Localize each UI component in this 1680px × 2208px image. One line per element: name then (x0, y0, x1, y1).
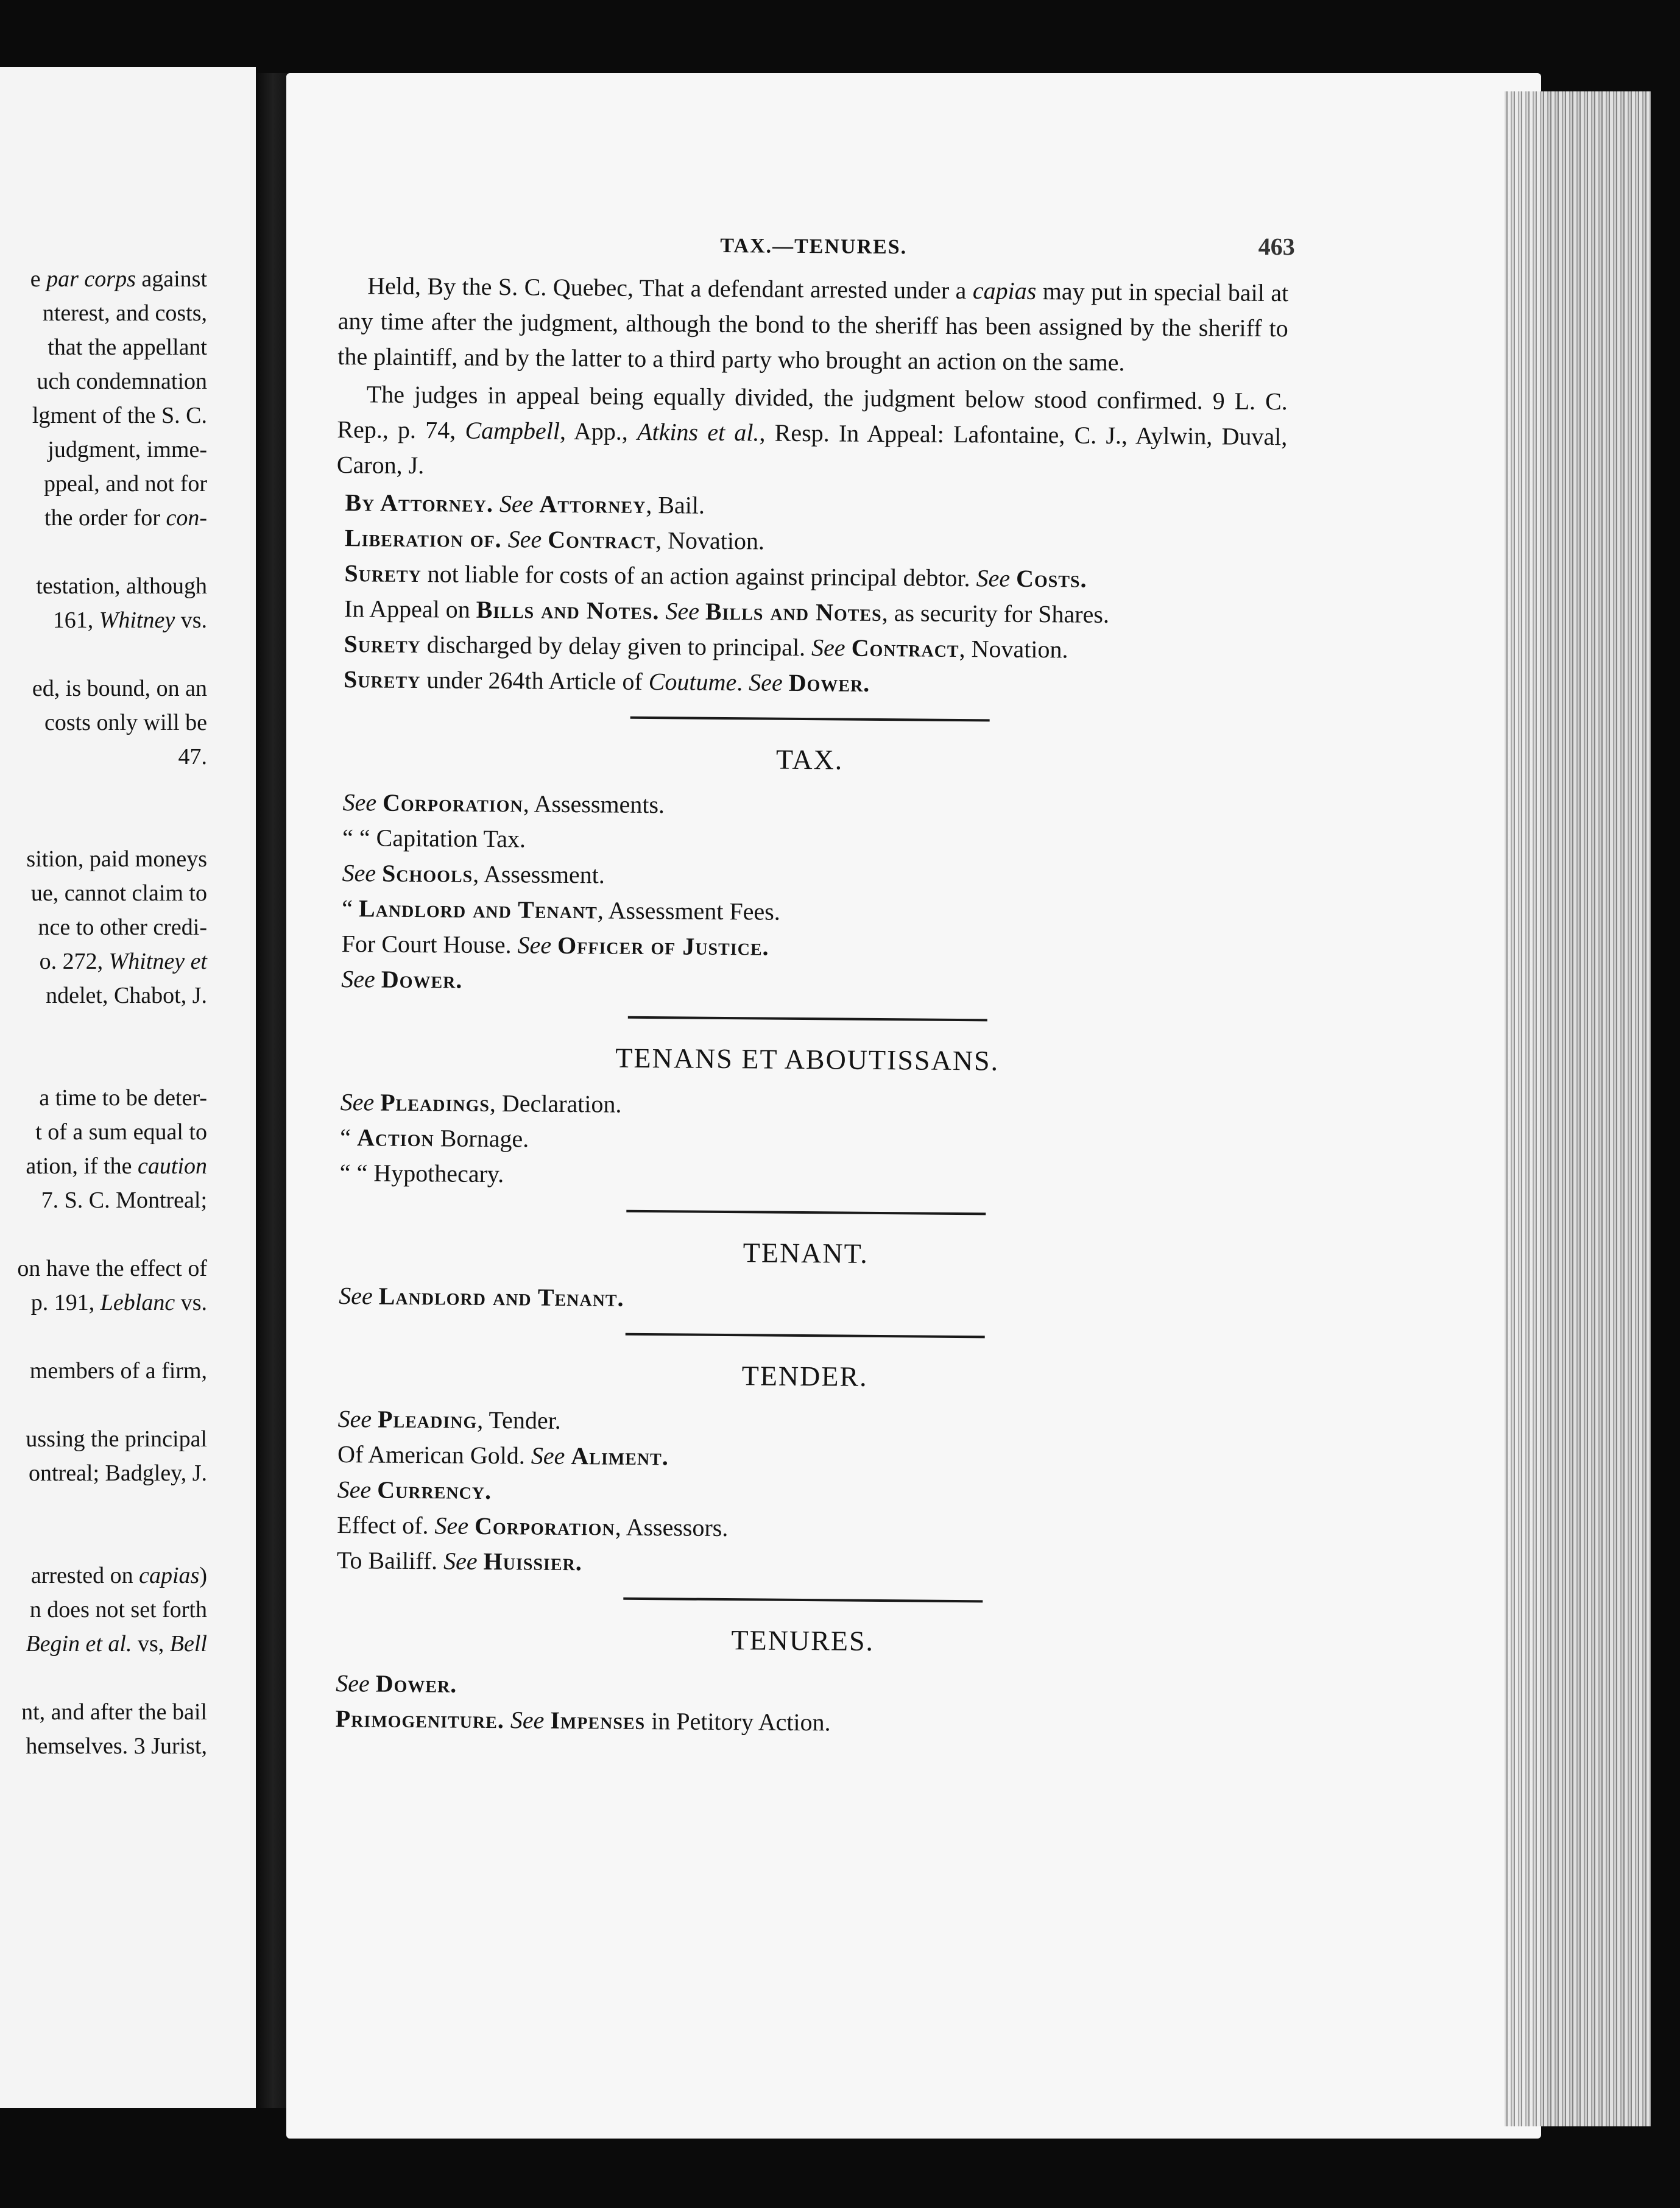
section-heading: TENANS ET ABOUTISSANS. (615, 1042, 1000, 1077)
left-page-line (0, 1729, 207, 1763)
left-page-line (0, 740, 207, 774)
text-run (375, 966, 381, 993)
text-run: , Novation. (959, 635, 1068, 663)
text-run: ppeal, and not for (43, 471, 207, 497)
left-page-line (0, 364, 207, 398)
text-run: , Resp. In Appeal: Lafontaine, C. J., Aylwin, Duval, Caron, J. (336, 419, 1288, 479)
section-divider (623, 1598, 983, 1603)
small-caps-term: Huissier. (483, 1547, 582, 1576)
small-caps-term: Aliment. (571, 1442, 669, 1471)
left-page-line (0, 330, 207, 364)
left-page-line (0, 944, 207, 978)
left-page-line (0, 433, 207, 467)
section-heading: TENURES. (731, 1624, 875, 1657)
index-entry (333, 926, 1283, 969)
index-entry (330, 1278, 1280, 1321)
small-caps-term: Landlord and Tenant. (378, 1282, 624, 1312)
italic-text: See (665, 597, 700, 625)
left-page-line (0, 501, 207, 535)
intro-paragraph (337, 377, 1288, 490)
text-run: In Appeal on (344, 595, 476, 623)
index-entry (335, 662, 1285, 704)
text-run: “ (342, 894, 359, 922)
text-run: the order for (44, 505, 166, 531)
text-run: ussing the principal (26, 1426, 207, 1452)
text-run: members of a firm, (29, 1358, 207, 1384)
italic-text: See (507, 525, 542, 553)
small-caps-term: Officer of Justice. (557, 931, 769, 961)
text-run: ed, is bound, on an (32, 676, 207, 701)
text-run: p. 191, (30, 1290, 101, 1315)
text-run: , Assessment Fees. (597, 896, 780, 925)
text-run: a time to be deter- (39, 1085, 207, 1111)
italic-text: See (339, 1282, 373, 1310)
text-run: , Bail. (646, 490, 705, 519)
left-page-line (0, 1354, 207, 1388)
right-page (286, 73, 1541, 2139)
italic-text: See (749, 668, 783, 696)
italic-text: Leblanc (100, 1290, 175, 1315)
small-caps-term: Dower. (381, 965, 463, 994)
italic-text: See (517, 931, 552, 959)
text-run (502, 525, 508, 553)
italic-text: Bell (169, 1631, 207, 1657)
text-run: nterest, and costs, (42, 300, 207, 326)
small-caps-term: Pleadings (380, 1088, 490, 1117)
text-run: not liable for costs of an action against principal debtor. (421, 560, 976, 592)
text-run: arrested on (30, 1563, 139, 1588)
italic-text: Campbell (465, 416, 560, 445)
italic-text: par corps (46, 266, 136, 292)
left-page-line (0, 1251, 207, 1286)
text-run: , Assessments. (523, 790, 665, 819)
small-caps-term: Action (356, 1123, 434, 1152)
text-run (376, 860, 382, 887)
text-run (783, 669, 789, 696)
left-page-line (0, 978, 207, 1013)
left-page-line (0, 296, 207, 330)
text-run: uch condemnation (37, 369, 207, 394)
small-caps-term: Schools (381, 859, 473, 888)
small-caps-term: Costs. (1015, 564, 1087, 593)
left-page-line (0, 398, 207, 433)
text-run: t of a sum equal to (35, 1119, 207, 1145)
running-title: TAX.—TENURES. (720, 234, 908, 259)
left-page-line (0, 671, 207, 706)
text-run: hemselves. 3 Jurist, (26, 1733, 207, 1759)
left-page-line (0, 1286, 207, 1320)
text-run: “ (340, 1123, 358, 1152)
small-caps-term: Pleading (377, 1405, 478, 1434)
text-run (371, 1476, 377, 1503)
italic-text: See (531, 1442, 565, 1470)
small-caps-term: Dower. (788, 668, 870, 697)
line-gap (0, 1388, 207, 1422)
text-run: , App., (559, 417, 638, 445)
italic-text: See (434, 1512, 469, 1540)
italic-text: See (337, 1476, 372, 1504)
text-run: nt, and after the bail (21, 1699, 207, 1725)
index-entry (328, 1543, 1279, 1585)
left-page-line (0, 876, 207, 910)
left-page-line (0, 1081, 207, 1115)
text-run: may put in special bail at any time after the judgment, although the bond to the sheriff has been assigned by the sheriff to the plaintiff, and by the latter to a third party who brought an action on the same. (337, 277, 1289, 377)
text-run: Of American Gold. (337, 1440, 532, 1470)
text-run: lgment of the S. C. (32, 403, 207, 428)
text-run: “ “ Hypothecary. (339, 1159, 504, 1188)
text-run (699, 598, 705, 625)
italic-text: Coutume (648, 668, 737, 696)
italic-text: Whitney et (108, 949, 207, 974)
section-divider (626, 1210, 986, 1215)
italic-text: See (340, 1088, 375, 1116)
page-number: 463 (1258, 232, 1295, 261)
text-run: o. 272, (39, 949, 109, 974)
page-content (327, 225, 1295, 1744)
italic-text: capias (139, 1563, 200, 1588)
section-heading: TENANT. (743, 1237, 869, 1269)
page-edges (1505, 91, 1651, 2126)
line-gap (0, 808, 207, 842)
text-run (376, 789, 383, 816)
text-run: For Court House. (341, 930, 518, 959)
italic-text: See (811, 634, 845, 662)
italic-text: See (499, 490, 534, 518)
text-run: 47. (178, 744, 207, 770)
left-page-line (0, 1115, 207, 1149)
italic-text: con- (166, 505, 207, 531)
small-caps-term: Surety (343, 665, 421, 694)
text-run: sition, paid moneys (26, 846, 207, 872)
text-run: ue, cannot claim to (30, 880, 207, 906)
left-page-line (0, 603, 207, 637)
text-run: , Assessors. (615, 1513, 729, 1542)
left-page-line (0, 467, 207, 501)
text-run: , Declaration. (489, 1089, 622, 1118)
text-run: , Novation. (655, 526, 765, 555)
text-run: judgment, imme- (48, 437, 207, 462)
small-caps-term: Impenses (550, 1706, 646, 1735)
left-page-line (0, 706, 207, 740)
index-sections (327, 714, 1285, 1744)
text-run (565, 1442, 571, 1470)
text-run: “ “ Capitation Tax. (342, 824, 526, 853)
left-page-line (0, 262, 207, 296)
text-run: , as security for Shares. (881, 599, 1110, 628)
section-divider (630, 717, 990, 722)
text-run: that the appellant (48, 334, 207, 360)
text-run: Bornage. (434, 1124, 529, 1153)
italic-text: See (342, 859, 376, 887)
small-caps-term: Dower. (375, 1669, 457, 1698)
text-run: vs. (175, 607, 207, 633)
index-entry (327, 1701, 1277, 1744)
left-page-line (0, 910, 207, 944)
left-page-line (0, 569, 207, 603)
left-page-line (0, 1422, 207, 1456)
text-run: , Assessment. (473, 860, 605, 889)
text-run: on have the effect of (17, 1256, 207, 1281)
line-gap (0, 637, 207, 671)
text-run: costs only will be (44, 710, 207, 735)
left-page-line (0, 1456, 207, 1490)
line-gap (0, 1490, 207, 1524)
text-run: Effect of. (337, 1511, 435, 1540)
left-page-line (0, 1627, 207, 1661)
small-caps-term: Contract (548, 525, 656, 554)
text-run (533, 490, 539, 518)
text-run: in Petitory Action. (645, 1707, 831, 1736)
text-run (845, 634, 851, 662)
small-caps-term: Liberation of. (344, 524, 502, 553)
italic-text: See (337, 1405, 372, 1433)
section-divider (626, 1333, 985, 1339)
text-run (373, 1282, 379, 1309)
small-caps-term: Bills and Notes (705, 597, 882, 627)
text-run: under 264th Article of (420, 666, 649, 696)
section-divider (628, 1016, 987, 1022)
small-caps-term: Contract (851, 634, 959, 663)
section-heading: TAX. (775, 743, 844, 776)
text-run: , Tender. (477, 1406, 561, 1434)
italic-text: See (443, 1547, 478, 1575)
text-run: ontreal; Badgley, J. (28, 1460, 207, 1486)
left-page-line (0, 1559, 207, 1593)
small-caps-term: Corporation (474, 1512, 615, 1541)
section-heading: TENDER. (741, 1360, 868, 1392)
left-page (0, 67, 256, 2108)
italic-text: Whitney (99, 607, 175, 633)
left-page-line (0, 842, 207, 876)
index-entry (331, 1155, 1282, 1198)
text-run: Held, By the S. C. Quebec, That a defendant arrested under a (367, 272, 973, 305)
intro-paragraphs (337, 268, 1289, 490)
text-run: ation, if the (26, 1153, 138, 1179)
text-run: vs. (175, 1290, 207, 1315)
text-run: testation, although (36, 573, 207, 599)
left-page-text (0, 262, 207, 1763)
italic-text: See (336, 1669, 370, 1697)
bail-entries (335, 485, 1287, 704)
text-run: 7. S. C. Montreal; (41, 1187, 207, 1213)
small-caps-term: Bills and Notes. (476, 595, 660, 625)
left-page-line (0, 1593, 207, 1627)
text-run: ndelet, Chabot, J. (46, 983, 207, 1008)
text-run (370, 1669, 376, 1697)
italic-text: See (341, 965, 375, 993)
text-run: n does not set forth (29, 1597, 207, 1622)
text-run (372, 1405, 378, 1432)
left-page-line (0, 1149, 207, 1183)
line-gap (0, 1661, 207, 1695)
text-run (493, 490, 499, 517)
text-run (504, 1706, 510, 1733)
text-run: ) (199, 1563, 207, 1588)
italic-text: See (342, 788, 377, 816)
text-run (544, 1707, 550, 1734)
text-run: vs, (132, 1631, 170, 1657)
italic-text: See (976, 564, 1011, 592)
italic-text: caution (138, 1153, 207, 1179)
index-entry (333, 961, 1283, 1004)
text-run: 161, (52, 607, 99, 633)
text-run: e (30, 266, 47, 292)
small-caps-term: By Attorney. (345, 489, 494, 518)
line-gap (0, 1524, 207, 1559)
text-run (374, 1089, 380, 1116)
line-gap (0, 774, 207, 808)
small-caps-term: Landlord and Tenant (358, 894, 598, 924)
left-page-line (0, 1695, 207, 1729)
small-caps-term: Primogeniture. (335, 1705, 505, 1734)
small-caps-term: Corporation (382, 788, 523, 818)
text-run (468, 1512, 475, 1540)
text-run: against (135, 266, 207, 292)
line-gap (0, 1047, 207, 1081)
text-run: discharged by delay given to principal. (420, 631, 812, 662)
small-caps-term: Currency. (377, 1476, 492, 1505)
italic-text: Atkins et al. (637, 417, 760, 447)
line-gap (0, 1320, 207, 1354)
text-run: nce to other credi- (38, 915, 207, 940)
italic-text: See (510, 1706, 545, 1734)
text-run (477, 1548, 483, 1575)
text-run: . (736, 668, 749, 696)
small-caps-term: Attorney (539, 490, 646, 518)
small-caps-term: Surety (344, 630, 422, 659)
text-run (1010, 565, 1016, 592)
text-run: To Bailiff. (336, 1546, 444, 1575)
line-gap (0, 535, 207, 569)
line-gap (0, 1217, 207, 1251)
italic-text: capias (972, 277, 1037, 305)
small-caps-term: Surety (344, 559, 422, 588)
running-head (338, 225, 1295, 275)
text-run: The judges in appeal being equally divided, the judgment below stood confirmed. 9 L. C. Rep., p. 74, (337, 380, 1288, 444)
left-page-line (0, 1183, 207, 1217)
line-gap (0, 1013, 207, 1047)
italic-text: Begin et al. (26, 1631, 132, 1657)
intro-paragraph (337, 268, 1288, 381)
